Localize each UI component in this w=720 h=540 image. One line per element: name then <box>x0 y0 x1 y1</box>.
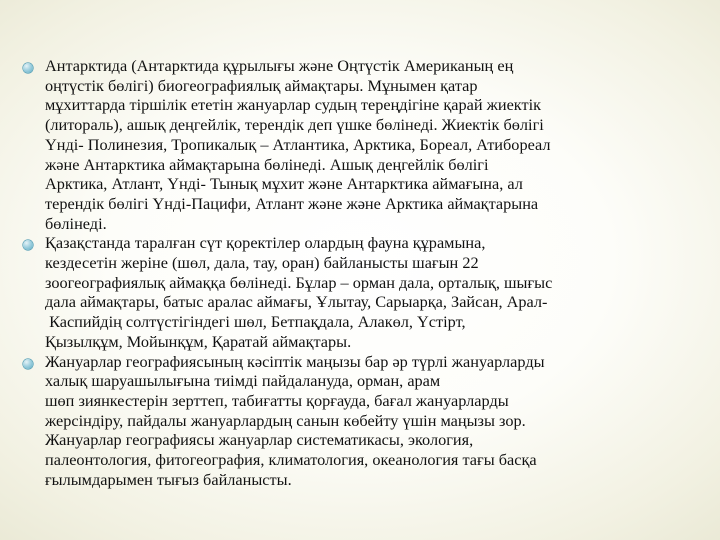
text-line: дала аймақтары, батыс аралас аймағы, Ұлытау, Сарыарқа, Зайсан, Арал- <box>45 292 548 312</box>
text-line: Каспийдің солтүстігіндегі шөл, Бетпақдала, Алакөл, Үстірт, <box>45 312 466 332</box>
bullet-icon <box>23 359 33 369</box>
text-line: бөлінеді. <box>45 213 107 233</box>
text-line: жерсіндіру, пайдалы жануарлардың санын көбейту үшін маңызы зор. <box>45 410 526 430</box>
text-line: оңтүстік бөлігі) биогеографиялық аймақтары. Мұнымен қатар <box>45 75 478 95</box>
text-line: Жануарлар географиясы жануарлар систематикасы, экология, <box>45 430 474 450</box>
text-line: және Антарктика аймақтарына бөлінеді. Ашық деңгейлік бөлігі <box>45 154 489 174</box>
text-line: мұхиттарда тіршілік ететін жануарлар судың тереңдігіне қарай жиектік <box>45 95 542 115</box>
text-line: шөп зиянкестерін зерттеп, табиғатты қорғауда, бағал жануарларды <box>45 390 509 410</box>
bullet-kazakhstan-regions <box>23 233 705 351</box>
bullet-antarctica-regions <box>23 56 705 233</box>
bullet-icon <box>23 63 33 73</box>
text-line: палеонтология, фитогеография, климатология, океанология тағы басқа <box>45 450 537 470</box>
text-line: Үнді- Полинезия, Тропикалық – Атлантика, Арктика, Бореал, Атибореал <box>45 134 551 154</box>
text-line: (литораль), ашық деңгейлік, терендік деп үшке бөлінеді. Жиектік бөлігі <box>45 115 544 135</box>
bullet-list <box>23 56 705 489</box>
bullet-zoogeography-importance <box>23 352 705 490</box>
text-line: Арктика, Атлант, Үнді- Тынық мұхит және Антарктика аймағына, ал <box>45 174 523 194</box>
text-line: халық шаруашылығына тиімді пайдалануда, орман, арам <box>45 371 441 391</box>
text-line: ғылымдарымен тығыз байланысты. <box>45 469 292 489</box>
text-line: Қазақстанда таралған сүт қоректілер олардың фауна құрамына, <box>45 233 486 253</box>
text-line: терендік бөлігі Үнді-Пацифи, Атлант және және Арктика аймақтарына <box>45 193 539 213</box>
text-line: Қызылқұм, Мойынқұм, Қаратай аймақтары. <box>45 331 352 351</box>
text-line: Антарктида (Антарктида құрылығы және Оңтүстік Американың ең <box>45 56 514 75</box>
text-line: кездесетін жеріне (шөл, дала, тау, оран) байланысты шағын 22 <box>45 253 479 273</box>
bullet-icon <box>23 240 33 250</box>
text-line: Жануарлар географиясының кәсіптік маңызы бар әр түрлі жануарларды <box>45 351 545 371</box>
text-line: зоогеографиялық аймаққа бөлінеді. Бұлар – орман дала, орталық, шығыс <box>45 272 553 292</box>
